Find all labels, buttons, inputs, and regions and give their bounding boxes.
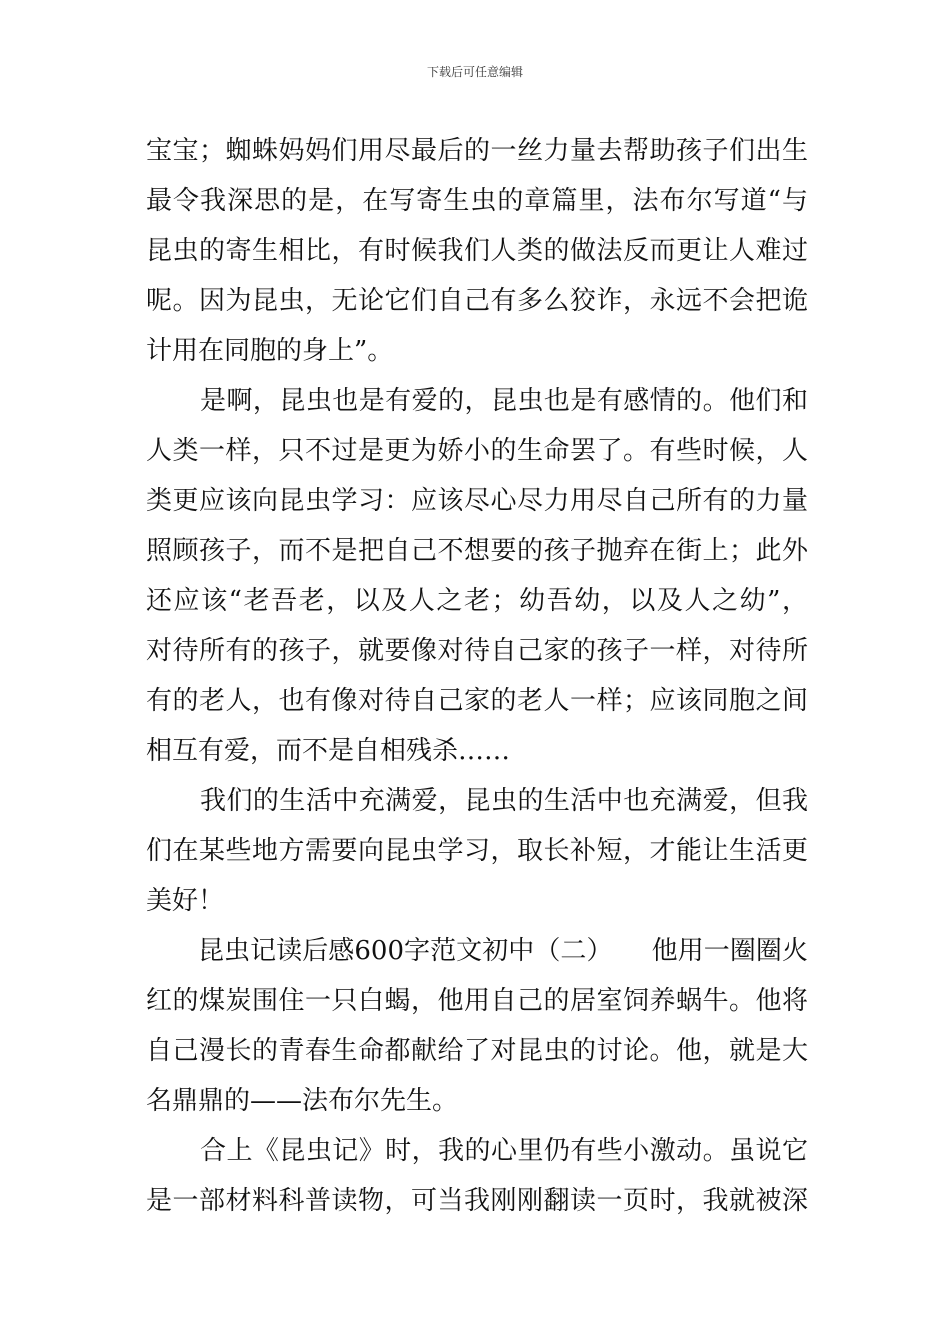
text-line: 名鼎鼎的——法布尔先生。 bbox=[146, 1086, 459, 1116]
document-body bbox=[146, 126, 808, 1226]
text-line: 对待所有的孩子，就要像对待自己家的孩子一样，对待所 bbox=[146, 636, 808, 666]
text-line: 有的老人，也有像对待自己家的老人一样；应该同胞之间 bbox=[146, 686, 808, 716]
text-line: 美好！ bbox=[146, 886, 225, 916]
text-line: 类更应该向昆虫学习：应该尽心尽力用尽自己所有的力量 bbox=[146, 486, 808, 516]
text-line: 照顾孩子，而不是把自己不想要的孩子抛弃在街上；此外 bbox=[146, 536, 808, 566]
text-line: 是一部材料科普读物，可当我刚刚翻读一页时，我就被深 bbox=[146, 1186, 808, 1216]
text-line: 昆虫的寄生相比，有时候我们人类的做法反而更让人难过 bbox=[146, 236, 808, 266]
text-line: 们在某些地方需要向昆虫学习，取长补短，才能让生活更 bbox=[146, 836, 808, 866]
text-line: 红的煤炭围住一只白蝎，他用自己的居室饲养蜗牛。他将 bbox=[146, 986, 808, 1016]
text-line: 是啊，昆虫也是有爱的，昆虫也是有感情的。他们和 bbox=[200, 386, 808, 416]
text-line: 昆虫记读后感600字范文初中（二） 他用一圈圈火 bbox=[198, 936, 808, 966]
text-line: 还应该“老吾老，以及人之老；幼吾幼，以及人之幼”， bbox=[146, 586, 808, 616]
text-line: 最令我深思的是，在写寄生虫的章篇里，法布尔写道“与 bbox=[146, 186, 808, 216]
text-line: 合上《昆虫记》时，我的心里仍有些小激动。虽说它 bbox=[200, 1136, 808, 1166]
page-header: 下载后可任意编辑 bbox=[426, 65, 523, 79]
text-line: 相互有爱，而不是自相残杀…… bbox=[146, 736, 511, 766]
text-line: 呢。因为昆虫，无论它们自己有多么狡诈，永远不会把诡 bbox=[146, 286, 808, 316]
text-line: 自己漫长的青春生命都献给了对昆虫的讨论。他，就是大 bbox=[146, 1036, 808, 1066]
text-line: 宝宝；蜘蛛妈妈们用尽最后的一丝力量去帮助孩子们出生 bbox=[146, 136, 808, 166]
text-line: 人类一样，只不过是更为娇小的生命罢了。有些时候，人 bbox=[146, 436, 808, 466]
text-line: 我们的生活中充满爱，昆虫的生活中也充满爱，但我 bbox=[200, 786, 808, 816]
text-line: 计用在同胞的身上”。 bbox=[146, 336, 394, 366]
